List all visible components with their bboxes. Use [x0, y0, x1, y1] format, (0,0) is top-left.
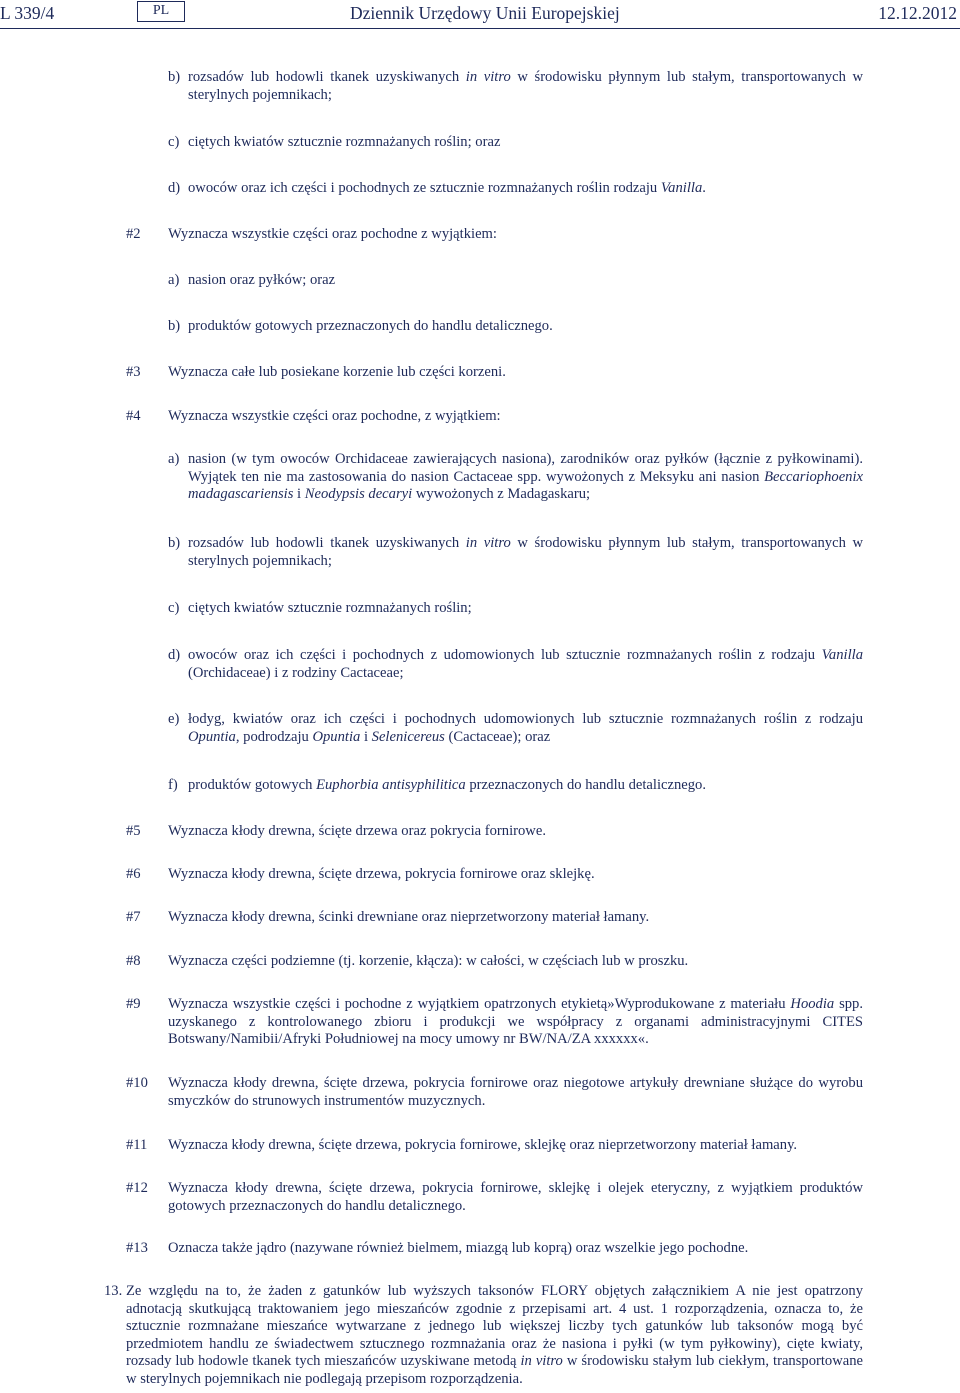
annotation-11 [126, 1137, 863, 1155]
item-text: produktów gotowych Euphorbia antisyphilitica przeznaczonych do handlu detalicznego. [188, 777, 706, 793]
item-text: owoców oraz ich części i pochodnych z udomowionych lub sztucznie rozmnażanych roślin z rodzaju Vanilla (Orchidaceae) i z rodziny Cactaceae; [188, 647, 863, 681]
item-text: nasion (w tym owoców Orchidaceae zawierających nasiona), zarodników oraz pyłków (łącznie z pyłkowinami). Wyjątek ten nie ma zastosowania do nasion Cactaceae spp. wywożonych z Meksyku ani nasion Beccariophoenix madagascariensis i Neodypsis decaryi wywożonych z Madagaskaru; [188, 451, 863, 502]
item-label: c) [168, 134, 180, 150]
language-badge: PL [137, 1, 185, 22]
item-text: nasion oraz pyłków; oraz [188, 272, 336, 288]
italic-term: Beccariophoenix madagascariensis [188, 468, 863, 502]
list-item-e [168, 711, 863, 746]
annotation-label: #5 [126, 823, 141, 839]
item-label: b) [168, 69, 181, 85]
annotation-5 [126, 823, 863, 841]
journal-title: Dziennik Urzędowy Unii Europejskiej [350, 3, 620, 23]
annotation-text: Wyznacza całe lub posiekane korzenie lub części korzeni. [168, 364, 506, 380]
annotation-text: Oznacza także jądro (nazywane również bielmem, miazgą lub koprą) oraz wszelkie jego pochodne. [168, 1240, 749, 1256]
annotation-text: Wyznacza wszystkie części oraz pochodne, z wyjątkiem: [168, 408, 501, 424]
list-item-c [168, 600, 863, 618]
annotation-text: Wyznacza wszystkie części i pochodne z wyjątkiem opatrzonych etykietą»Wyprodukowane z materiału Hoodia spp. uzyskanego z kontrolowanego zbioru i produkcji we współpracy z organami administracyjnymi CITES Botswany/Namibii/Afryki Południowej na mocy umowy nr BW/NA/ZA xxxxxx«. [168, 996, 864, 1047]
item-text: owoców oraz ich części i pochodnych ze sztucznie rozmnażanych roślin rodzaju Vanilla. [188, 180, 706, 196]
item-label: b) [168, 535, 181, 551]
annotation-label: #13 [126, 1240, 148, 1256]
list-item-f [168, 777, 863, 795]
item-text: rozsadów lub hodowli tkanek uzyskiwanych in vitro w środowisku płynnym lub stałym, transportowanych w sterylnych pojemnikach; [188, 69, 864, 103]
annotation-label: #4 [126, 408, 141, 424]
italic-term: in vitro [520, 1353, 563, 1369]
annotation-text: Wyznacza kłody drewna, ścięte drzewa oraz pokrycia fornirowe. [168, 823, 546, 839]
list-item-b [168, 318, 863, 336]
annotation-7 [126, 909, 863, 927]
item-label: a) [168, 451, 180, 467]
italic-term: Selenicereus [371, 728, 445, 745]
list-item-a [168, 272, 863, 290]
paragraph-13 [104, 1283, 863, 1388]
italic-term: Opuntia [188, 728, 236, 745]
italic-term: in vitro [465, 69, 511, 85]
annotation-label: #7 [126, 909, 141, 925]
annotation-4 [126, 408, 863, 426]
italic-term: Neodypsis decaryi [304, 486, 413, 502]
page-reference: L 339/4 [0, 3, 55, 23]
item-label: e) [168, 711, 180, 727]
publication-date: 12.12.2012 [878, 3, 957, 23]
item-text: łodyg, kwiatów oraz ich części i pochodnych udomowionych lub sztucznie rozmnażanych roślin z rodzaju Opuntia, podrodzaju Opuntia i Selenicereus (Cactaceae); oraz [188, 711, 863, 745]
italic-term: Opuntia [312, 728, 361, 745]
annotation-text: Wyznacza kłody drewna, ścięte drzewa, pokrycia fornirowe, sklejkę oraz nieprzetworzony materiał łamany. [168, 1137, 798, 1153]
annotation-text: Wyznacza wszystkie części oraz pochodne z wyjątkiem: [168, 226, 497, 242]
annotation-label: #2 [126, 226, 141, 242]
annotation-8 [126, 953, 863, 971]
paragraph-text: Ze względu na to, że żaden z gatunków lub wyższych taksonów FLORY objętych załącznikiem A nie jest opatrzony adnotacją skutkującą traktowaniem jego mieszańców zgodnie z przepisami art. 4 ust. 1 rozporządzenia, oznacza to, że sztucznie rozmnażane mieszańce wytwarzane z jednego lub większej liczby tych gatunków lub taksonów mogą być przedmiotem handlu ze świadectwem sztucznego rozmnażania oraz że nasiona i pyłki (w tym pyłkowiny), cięte kwiaty, rozsady lub hodowle tkanek tych mieszańców uzyskiwane metodą in vitro w środowisku stałym lub ciekłym, transportowane w sterylnych pojemnikach nie podlegają przepisom rozporządzenia. [126, 1283, 863, 1387]
annotation-9 [126, 996, 863, 1049]
annotation-12 [126, 1180, 863, 1215]
annotation-text: Wyznacza części podziemne (tj. korzenie, kłącza): w całości, w częściach lub w proszku. [168, 953, 689, 969]
list-item-d [168, 180, 863, 198]
annotation-label: #9 [126, 996, 141, 1012]
italic-term: Euphorbia antisyphilitica [316, 777, 466, 793]
item-label: b) [168, 318, 181, 334]
paragraph-number: 13. [104, 1283, 123, 1299]
annotation-10 [126, 1075, 863, 1110]
annotation-text: Wyznacza kłody drewna, ścięte drzewa, pokrycia fornirowe, sklejkę i olejek eteryczny, z wyjątkiem produktów gotowych przeznaczonych do handlu detalicznego. [168, 1180, 863, 1214]
header-rule [0, 28, 960, 29]
item-text: ciętych kwiatów sztucznie rozmnażanych roślin; oraz [188, 134, 501, 150]
annotation-3 [126, 364, 863, 382]
list-item-c [168, 134, 863, 152]
annotation-text: Wyznacza kłody drewna, ścinki drewniane oraz nieprzetworzony materiał łamany. [168, 909, 650, 925]
item-label: f) [168, 777, 178, 793]
italic-term: Vanilla [821, 647, 863, 663]
item-text: ciętych kwiatów sztucznie rozmnażanych roślin; [188, 600, 472, 616]
item-label: c) [168, 600, 180, 616]
annotation-6 [126, 866, 863, 884]
annotation-label: #11 [126, 1137, 148, 1153]
italic-term: in vitro [465, 535, 511, 551]
annotation-text: Wyznacza kłody drewna, ścięte drzewa, pokrycia fornirowe oraz niegotowe artykuły drewniane służące do wyrobu smyczków do strunowych instrumentów muzycznych. [168, 1075, 863, 1109]
list-item-b [168, 535, 863, 570]
annotation-label: #12 [126, 1180, 148, 1196]
list-item-a [168, 451, 863, 504]
item-label: a) [168, 272, 180, 288]
item-label: d) [168, 647, 181, 663]
annotation-13 [126, 1240, 863, 1258]
annotation-text: Wyznacza kłody drewna, ścięte drzewa, pokrycia fornirowe oraz sklejkę. [168, 866, 595, 882]
annotation-label: #6 [126, 866, 141, 882]
annotation-label: #3 [126, 364, 141, 380]
italic-term: Vanilla [660, 180, 703, 196]
page-header [0, 0, 960, 40]
item-text: produktów gotowych przeznaczonych do handlu detalicznego. [188, 318, 553, 334]
annotation-label: #8 [126, 953, 141, 969]
italic-term: Hoodia [790, 996, 835, 1012]
list-item-d [168, 647, 863, 682]
item-text: rozsadów lub hodowli tkanek uzyskiwanych in vitro w środowisku płynnym lub stałym, transportowanych w sterylnych pojemnikach; [188, 535, 864, 569]
item-label: d) [168, 180, 181, 196]
annotation-label: #10 [126, 1075, 148, 1091]
list-item-b [168, 69, 863, 104]
annotation-2 [126, 226, 863, 244]
